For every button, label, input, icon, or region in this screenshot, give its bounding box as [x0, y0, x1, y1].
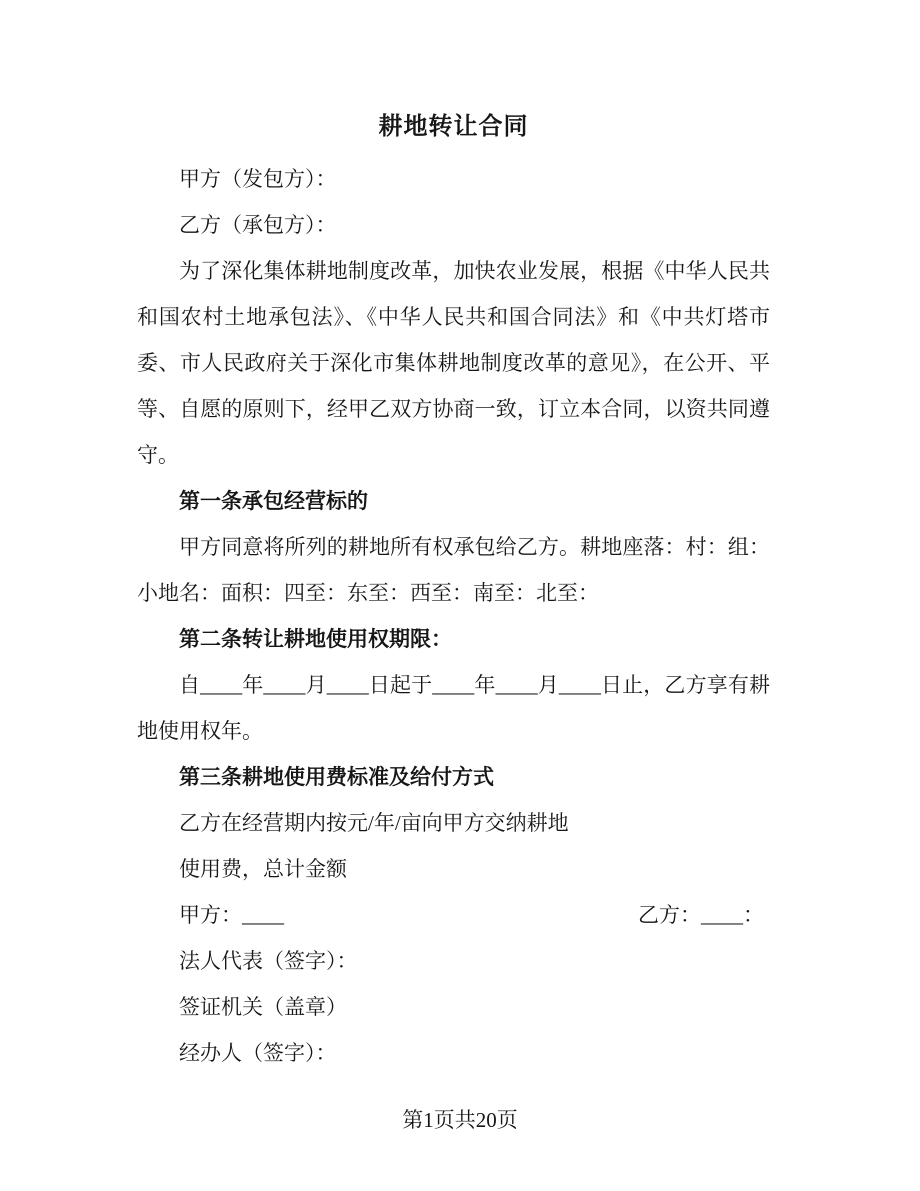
handler-line: 经办人（签字）：: [179, 1041, 337, 1065]
clause-3-heading: 第三条耕地使用费标准及给付方式: [179, 765, 494, 789]
clause-1-heading: 第一条承包经营标的: [179, 489, 368, 513]
party-a-line: 甲方（发包方）：: [179, 167, 337, 191]
certifying-authority-line: 签证机关（盖章）: [179, 995, 347, 1019]
document-title: 耕地转让合同: [378, 114, 529, 140]
clause-1-body: 甲方同意将所列的耕地所有权承包给乙方。耕地座落：村：组：小地名：面积：四至：东至：西至：南至：北至：: [137, 535, 770, 605]
signature-row: [137, 892, 770, 938]
party-b-line: 乙方（承包方）：: [179, 213, 337, 237]
clause-3-line-1: 乙方在经营期内按元/年/亩向甲方交纳耕地: [179, 811, 569, 835]
document-content: [137, 104, 770, 1076]
signature-party-a: 甲方：____: [179, 903, 284, 927]
signature-party-b: 乙方：____：: [638, 903, 764, 927]
page-footer: 第1页共20页: [402, 1108, 518, 1132]
clause-3-line-2: 使用费，总计金额: [179, 857, 347, 881]
preamble-paragraph: 为了深化集体耕地制度改革，加快农业发展，根据《中华人民共和国农村土地承包法》、《中华人民共和国合同法》和《中共灯塔市委、市人民政府关于深化市集体耕地制度改革的意见》，在公开、平等、自愿的原则下，经甲乙双方协商一致，订立本合同，以资共同遵守。: [137, 259, 770, 467]
legal-representative-line: 法人代表（签字）：: [179, 949, 358, 973]
clause-2-body: 自____年____月____日起于____年____月____日止，乙方享有耕地使用权年。: [137, 673, 770, 743]
clause-2-heading: 第二条转让耕地使用权期限：: [179, 627, 452, 651]
